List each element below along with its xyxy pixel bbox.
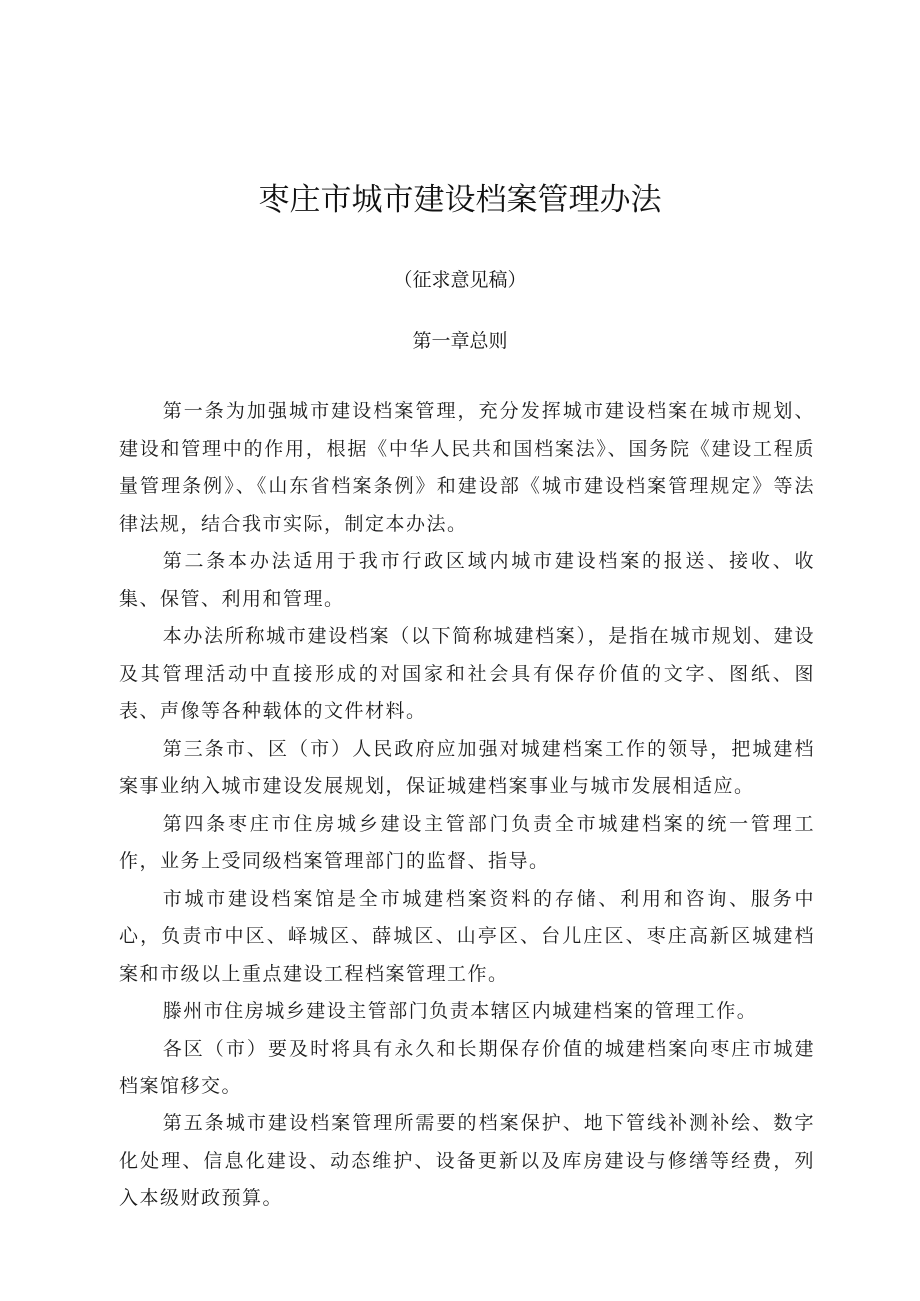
article-4-transfer-paragraph: 各区（市）要及时将具有永久和长期保存价值的城建档案向枣庄市城建档案馆移交。	[119, 1037, 815, 1097]
chapter-heading: 第一章总则	[412, 330, 508, 352]
article-2-definition-paragraph: 本办法所称城市建设档案（以下简称城建档案），是指在城市规划、建设及其管理活动中直接形成的对国家和社会具有保存价值的文字、图纸、图表、声像等各种载体的文件材料。	[119, 625, 815, 722]
body-text-block-continued	[119, 1105, 815, 1218]
article-5-paragraph: 第五条城市建设档案管理所需要的档案保护、地下管线补测补绘、数字化处理、信息化建设、动态维护、设备更新以及库房建设与修缮等经费，列入本级财政预算。	[119, 1112, 815, 1209]
document-title: 枣庄市城市建设档案管理办法	[258, 182, 662, 218]
body-text-block	[119, 393, 815, 1106]
article-2-paragraph: 第二条本办法适用于我市行政区域内城市建设档案的报送、接收、收集、保管、利用和管理。	[119, 550, 815, 610]
article-1-paragraph: 第一条为加强城市建设档案管理，充分发挥城市建设档案在城市规划、建设和管理中的作用，根据《中华人民共和国档案法》、国务院《建设工程质量管理条例》、《山东省档案条例》和建设部《城市建设档案管理规定》等法律法规，结合我市实际，制定本办法。	[119, 400, 815, 535]
article-4-paragraph: 第四条枣庄市住房城乡建设主管部门负责全市城建档案的统一管理工作，业务上受同级档案管理部门的监督、指导。	[119, 812, 815, 872]
article-4-archive-center-paragraph: 市城市建设档案馆是全市城建档案资料的存储、利用和咨询、服务中心，负责市中区、峄城区、薛城区、山亭区、台儿庄区、枣庄高新区城建档案和市级以上重点建设工程档案管理工作。	[119, 887, 815, 985]
document-subtitle: （征求意见稿）	[393, 269, 527, 291]
article-4-tengzhou-paragraph: 滕州市住房城乡建设主管部门负责本辖区内城建档案的管理工作。	[162, 1000, 758, 1022]
article-3-paragraph: 第三条市、区（市）人民政府应加强对城建档案工作的领导，把城建档案事业纳入城市建设发展规划，保证城建档案事业与城市发展相适应。	[119, 737, 815, 797]
